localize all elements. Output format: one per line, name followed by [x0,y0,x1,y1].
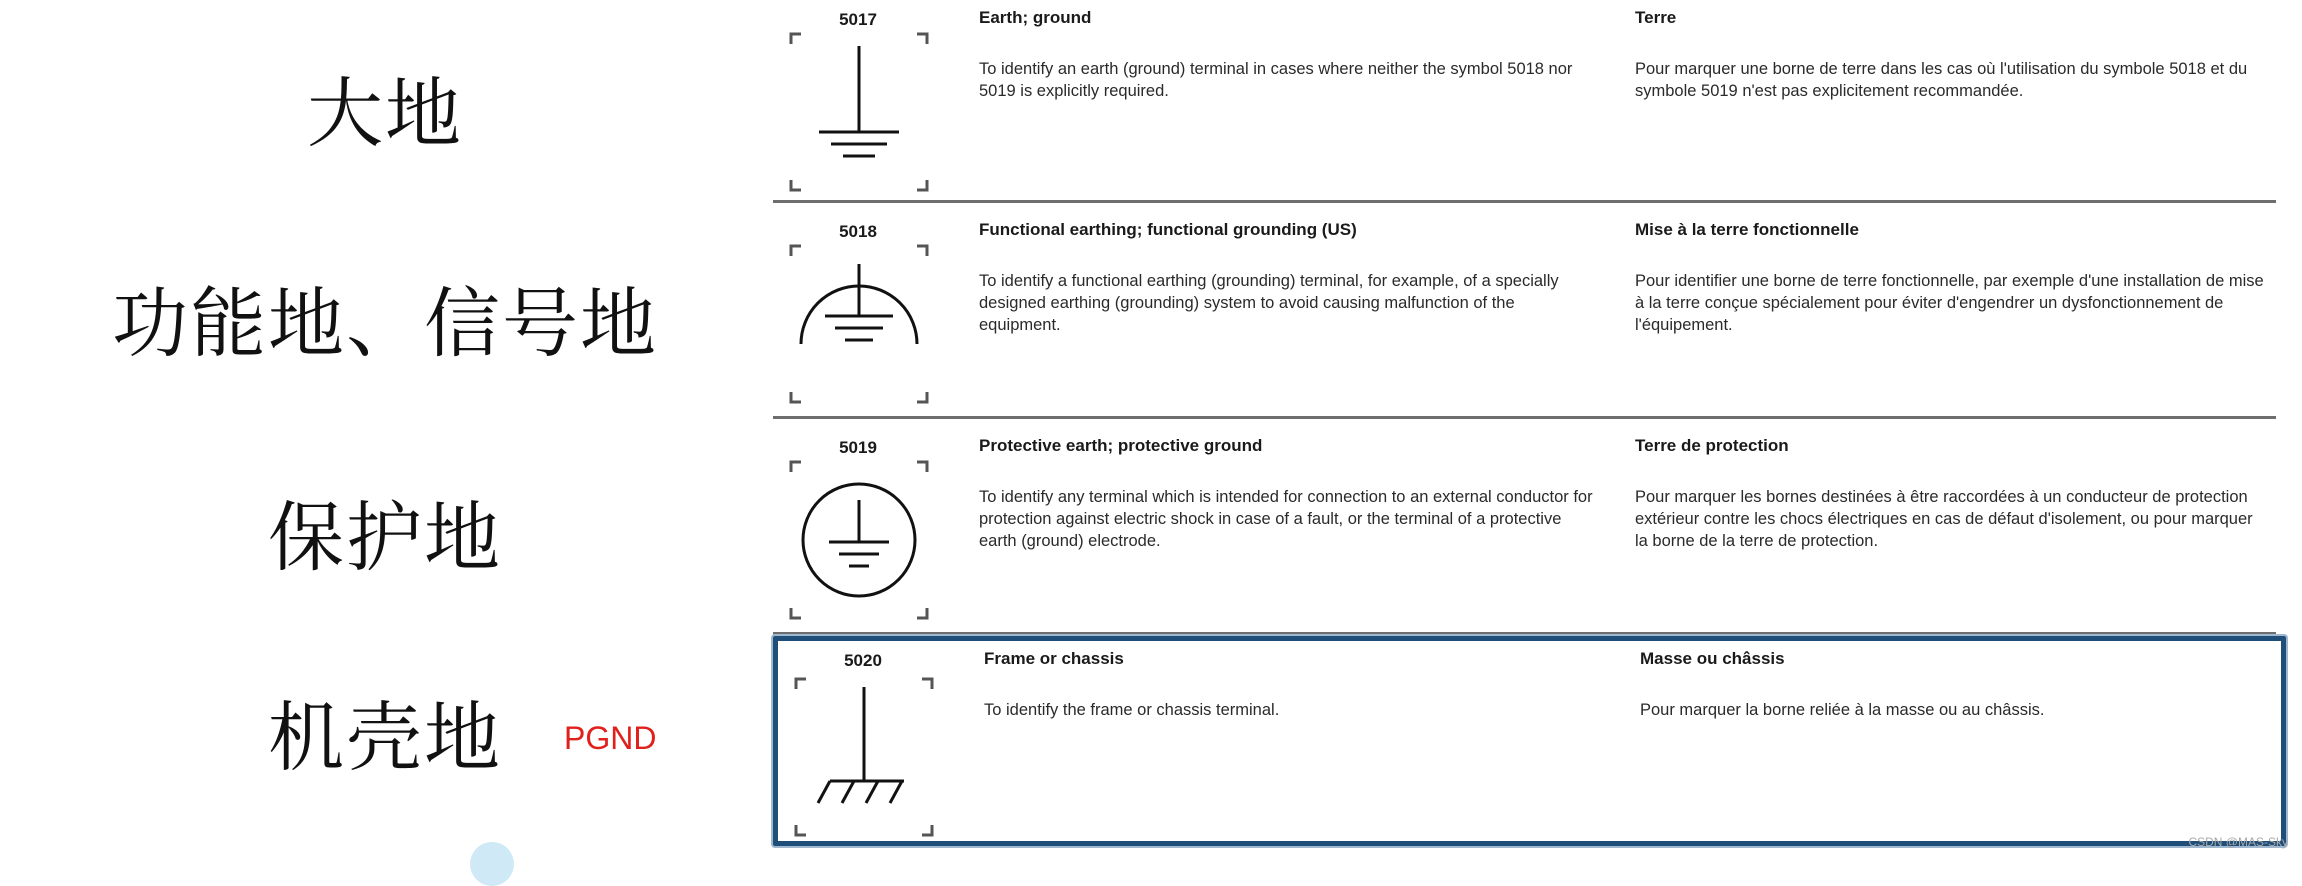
chassis-ground-icon [794,677,934,837]
french-description: Pour identifier une borne de terre fonctionnelle, par exemple d'une installation de mise à la terre conçue spécialement pour éviter d'engendrer un dysfonctionnement de l'équipement. [1635,272,2264,334]
symbol-row-5018 [773,212,2276,419]
protective-earth-icon [789,460,929,620]
french-title: Masse ou châssis [1640,649,1785,668]
symbol-row-5020 [773,636,2286,846]
french-description: Pour marquer une borne de terre dans les cas où l'utilisation du symbole 5018 et du symbole 5019 n'est pas explicitement recommandée. [1635,60,2248,100]
csdn-watermark: CSDN @MAS-Sky [2188,835,2288,849]
earth-ground-icon [789,32,929,192]
symbol-row-5017 [773,0,2276,203]
french-title: Terre [1635,8,1677,27]
symbol-code: 5018 [839,222,877,241]
label-functional-signal-ground: 功能地、信号地 [112,279,658,368]
english-description: To identify an earth (ground) terminal in cases where neither the symbol 5018 nor 5019 is explicitly required. [979,60,1573,100]
french-title: Terre de protection [1635,436,1789,455]
symbol-row-5019 [773,428,2276,635]
english-title: Earth; ground [979,8,1092,27]
symbol-code: 5020 [844,651,882,670]
label-protective-ground: 保护地 [268,493,502,582]
english-title: Functional earthing; functional grounding (US) [979,220,1357,239]
french-description: Pour marquer les bornes destinées à être raccordées à un conducteur de protection extérieur contre les chocs électriques en cas de défaut d'isolement, ou pour marquer la borne de la terre de protection. [1635,488,2253,550]
label-earth: 大地 [307,69,463,158]
english-description: To identify a functional earthing (grounding) terminal, for example, of a specially designed earthing (grounding) system to avoid causing malfunction of the equipment. [979,272,1559,334]
english-description: To identify any terminal which is intended for connection to an external conductor for protection against electric shock in case of a fault, or the terminal of a protective earth (ground) electrode. [979,488,1593,550]
english-title: Frame or chassis [984,649,1124,668]
symbol-code: 5017 [839,10,877,29]
english-description: To identify the frame or chassis terminal. [984,701,1280,719]
symbol-code: 5019 [839,438,877,457]
french-description: Pour marquer la borne reliée à la masse ou au châssis. [1640,701,2045,719]
french-title: Mise à la terre fonctionnelle [1635,220,1859,239]
pgnd-label: PGND [564,720,657,756]
functional-earth-icon [789,244,929,404]
english-title: Protective earth; protective ground [979,436,1263,455]
label-chassis-ground: 机壳地 [268,693,502,782]
decorative-blob [470,842,514,886]
